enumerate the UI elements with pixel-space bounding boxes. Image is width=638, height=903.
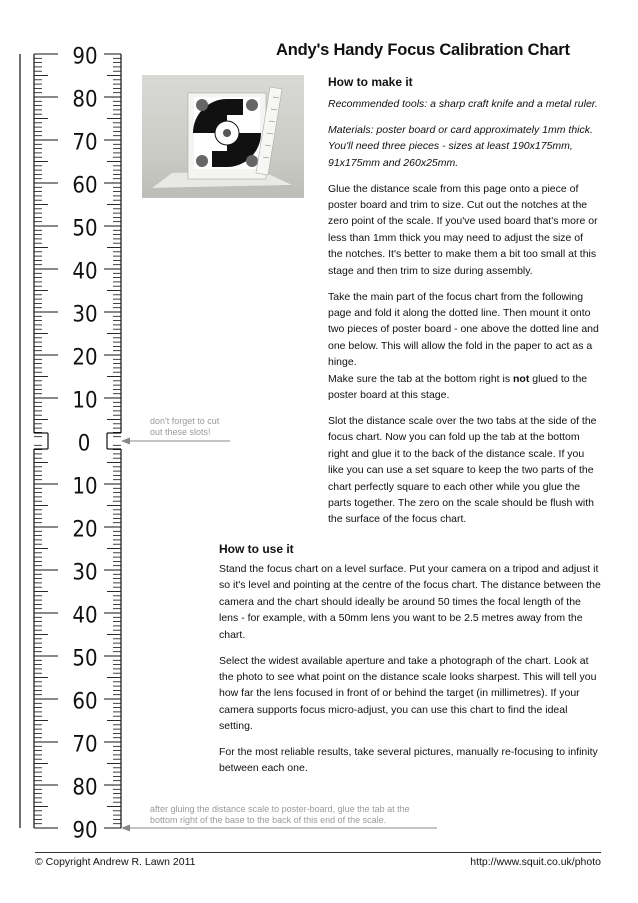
chart-photo	[142, 75, 304, 198]
distance-scale	[0, 0, 140, 845]
scale-label: 90	[72, 818, 98, 844]
scale-label: 30	[72, 560, 98, 586]
tab-note-line2: bottom right of the base to the back of this end of the scale.	[150, 815, 387, 825]
tools-text: Recommended tools: a sharp craft knife and a metal ruler.	[328, 98, 598, 110]
use-step-1: Stand the focus chart on a level surface. Put your camera on a tripod and adjust it so it's level and pointing at the centre of the focus chart. The distance between the camera and the chart should ideally be around 50 times the focal length of the lens - for example, with a 50mm lens you want to be 2.5 metres away from the chart.	[219, 563, 601, 641]
scale-label: 80	[72, 87, 98, 113]
tab-arrow	[121, 825, 140, 832]
scale-label: 30	[72, 302, 98, 328]
slot-arrow	[121, 438, 140, 445]
make-step-2b-bold: not	[513, 372, 530, 385]
scale-label: 50	[72, 646, 98, 672]
scale-label: 40	[72, 259, 98, 285]
scale-label: 40	[72, 603, 98, 629]
scale-label: 60	[72, 689, 98, 715]
scale-label: 10	[72, 474, 98, 500]
use-step-3: For the most reliable results, take several pictures, manually re-focusing to infinity between each one.	[219, 746, 598, 775]
slots-note	[150, 416, 270, 438]
make-step-3: Slot the distance scale over the two tabs at the side of the focus chart. Now you can fold up the tab at the bottom right and glue it to the back of the distance scale. If you like you can use a set square to keep the two parts of the chart perfectly square to each other while you glue the parts together. The zero on the scale should be flush with the surface of the focus chart.	[328, 414, 597, 526]
how-to-make-heading: How to make it	[328, 75, 413, 89]
use-step-2: Select the widest available aperture and take a photograph of the chart. Look at the photo to see what point on the distance scale looks sharpest. This will tell you how far the lens focused in front of or behind the target (in millimetres). If your camera supports focus micro-adjust, you can use this chart to find the ideal setting.	[219, 654, 597, 733]
tab-note	[150, 804, 450, 826]
make-step-2-text: Take the main part of the focus chart from the following page and fold it along the dotted line. Then mount it onto two pieces of poster board - one above the dotted line and one below. This will allow the fold in the paper to act as a hinge.	[328, 290, 599, 369]
slots-note-line2: out these slots!	[150, 427, 211, 437]
scale-label: 70	[72, 130, 98, 156]
how-to-make-body	[328, 96, 600, 537]
make-step-2	[328, 289, 600, 371]
scale-label: 80	[72, 775, 98, 801]
how-to-use-body	[219, 561, 603, 786]
make-step-2b-pre: Make sure the tab at the bottom right is	[328, 372, 514, 385]
scale-label: 60	[72, 173, 98, 199]
how-to-use-heading: How to use it	[219, 542, 294, 556]
scale-label: 20	[72, 517, 98, 543]
make-step-2b	[328, 371, 600, 404]
scale-label: 0	[77, 431, 91, 457]
make-step-1: Glue the distance scale from this page onto a piece of poster board and trim to size. Cut out the notches at the zero point of the scale. If you've used board that's more or less than 1mm thick you may need to adjust the size of the notches. It's better to make them a bit too small at this stage and then trim to size during assembly.	[328, 182, 598, 277]
scale-label: 20	[72, 345, 98, 371]
footer-url: http://www.squit.co.uk/photo	[470, 856, 601, 868]
scale-label: 50	[72, 216, 98, 242]
materials-text: Materials: poster board or card approximately 1mm thick. You'll need three pieces - sizes at least 190x175mm, 91x175mm and 260x25mm.	[328, 123, 593, 169]
slots-note-line1: don't forget to cut	[150, 416, 220, 426]
chart-photo-image	[142, 75, 304, 198]
footer-divider	[35, 852, 601, 853]
copyright-text: © Copyright Andrew R. Lawn 2011	[35, 856, 196, 868]
scale-labels	[66, 43, 104, 844]
page-title: Andy's Handy Focus Calibration Chart	[276, 41, 570, 59]
make-step-2b-post: glued to the poster board at this stage.	[328, 372, 588, 401]
scale-label: 10	[72, 388, 98, 414]
scale-label: 70	[72, 732, 98, 758]
tab-note-line1: after gluing the distance scale to poster-board, glue the tab at the	[150, 804, 410, 814]
scale-label: 90	[72, 44, 98, 70]
